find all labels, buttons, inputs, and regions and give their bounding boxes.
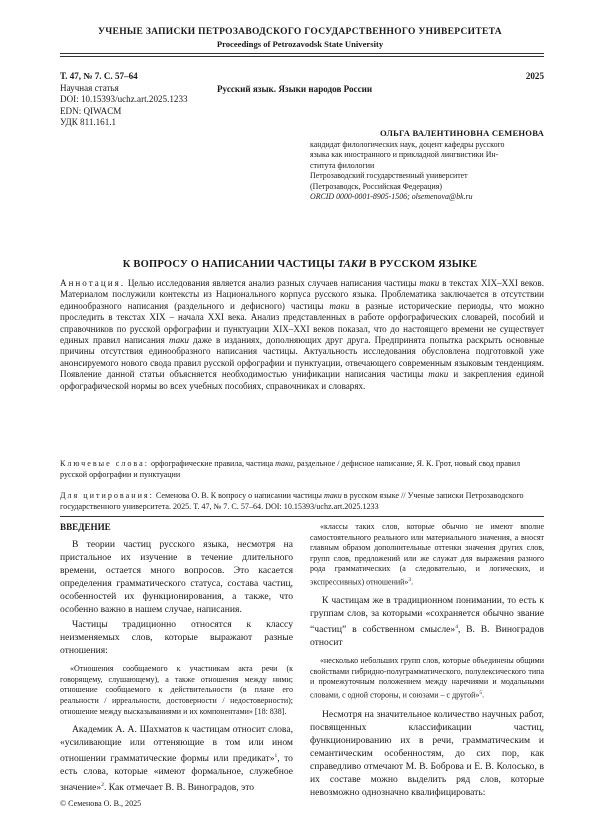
block-quote: «Отношения сообщаемого к участникам акта речи (к говорящему, слушающему), а также отношения между ними; отношение сообщаемого к действительности (в плане его реальности / ирреальности, достоверности / недостоверности); отношение между высказываниями и их компонентами» [18: 838]. — [60, 664, 293, 716]
block-quote: «несколько небольших групп слов, которые объединены общими свойствами гибридно-полуграмматического, полулексического типа и промежуточным положением между наречиями и модальными словами, с одной стороны, и союзами – с другой»$^5$. — [310, 656, 544, 700]
article-meta — [60, 71, 188, 129]
volume-info: Т. 47, № 7. С. 57–64 — [60, 71, 138, 81]
block-quote: «классы таких слов, которые обычно не имеют вполне самостоятельного реального или материального значения, а вносят главным образом дополнительные оттенки значения других слов, групп слов, предложений или же служат для выражения разного рода грамматических (а следовательно, и логических, и экспрессивных) отношений»$^3$. — [310, 522, 544, 587]
header-divider-bottom — [60, 56, 544, 57]
doi: DOI: 10.15393/uchz.art.2025.1233 — [60, 94, 188, 105]
year: 2025 — [525, 71, 544, 81]
header-divider-top — [60, 53, 544, 54]
affiliation-line: Петрозаводский государственный университет — [310, 171, 468, 181]
article-title: К ВОПРОСУ О НАПИСАНИИ ЧАСТИЦЫ ТАКИ В РУССКОМ ЯЗЫКЕ — [122, 259, 478, 270]
section-name: Русский язык. Языки народов России — [217, 84, 373, 94]
udk: УДК 811.161.1 — [60, 117, 117, 128]
affiliation-line: языка как иностранного и прикладной лингвистики Ин- — [310, 150, 499, 160]
right-column — [310, 522, 544, 799]
author-affiliation — [310, 140, 546, 202]
keywords-label: Ключевые слова: — [60, 459, 149, 468]
orcid-email: ORCID 0000-0001-8905-1506; olsemenova@bk.ru — [310, 192, 473, 202]
affiliation-line: ститута филологии — [310, 160, 375, 170]
paragraph: Несмотря на значительное количество научных работ, посвященных классификации частиц, функционированию их в речи, грамматическим и семантическим особенностям, до сих пор, как справедливо отмечают М. В. Боброва и Е. В. Колосько, в их составе можно выделить ряд слов, которые невозможно однозначно квалифицировать: — [310, 709, 544, 798]
copyright: © Семенова О. В., 2025 — [60, 799, 142, 808]
paragraph: Академик А. А. Шахматов к частицам относит слова, «усиливающие или оттеняющие в том или ином отношении грамматические формы или предикат»$^1$, то есть слова, которые «имеют формальное, служебное значение»$^2$. Как отмечает В. В. Виноградов, это — [60, 724, 293, 794]
abstract-label: Аннотация. — [60, 278, 126, 288]
journal-subtitle: Proceedings of Petrozavodsk State University — [216, 39, 384, 49]
article-type: Научная статья — [60, 82, 119, 93]
citation-label: Для цитирования: — [60, 491, 154, 500]
abstract-divider — [60, 516, 544, 517]
keywords: Ключевые слова: орфографические правила, частица таки, раздельное / дефисное написание, Я. К. Грот, новый свод правил русской орфографии и пунктуации — [60, 459, 521, 479]
affiliation-line: (Петрозаводск, Российская Федерация) — [310, 181, 442, 191]
citation: Для цитирования: Семенова О. В. К вопросу о написании частицы таки в русском языке // Ученые записки Петрозаводского государственного университета. 2025. Т. 47, № 7. С. 57–64. DOI: 10.15393/uchz.art.2025.1233 — [60, 491, 524, 511]
abstract: Аннотация. Целью исследования является анализ разных случаев написания частицы таки в текстах XIX–XXI веков. Материалом послужили контексты из Национального корпуса русского языка. Проблематика заключается в отсутствии единообразного написания (раздельного и дефисного) частицы таки в разные исторические периоды, что можно проследить в текстах XIX – начала XXI века. Анализ представленных в работе орфографических словарей, пособий и справочников по русской орфографии и пунктуации XIX–XXI веков показал, что до настоящего времени не существует единых правил написания таки даже в изданиях, дополняющих друг друга. Предпринята попытка раскрыть основные причины отсутствия единообразного написания частицы. Актуальность исследования обусловлена подготовкой уже анонсируемого нового свода правил русской орфографии и пунктуации, отвечающего современным языковым тенденциям. Появление данной статьи объясняется необходимостью унификации написания частицы таки и закрепления единой орфографической нормы во всех учебных пособиях, справочниках и словарях. — [60, 278, 544, 391]
edn: EDN: QIWACM — [60, 105, 122, 116]
affiliation-line: кандидат филологических наук, доцент кафедры русского — [310, 140, 505, 149]
journal-title: УЧЕНЫЕ ЗАПИСКИ ПЕТРОЗАВОДСКОГО ГОСУДАРСТВЕННОГО УНИВЕРСИТЕТА — [98, 27, 502, 37]
paragraph: Частицы традиционно относятся к классу неизменяемых слов, которые выражают разные отношения: — [60, 619, 293, 657]
paragraph: К частицам же в традиционном понимании, то есть к группам слов, за которыми «сохраняется обычно звание “частиц” в собственном смысле»$^4$, В. В. Виноградов относит — [310, 595, 544, 649]
section-heading: ВВЕДЕНИЕ — [60, 522, 111, 532]
left-column — [60, 539, 293, 795]
paragraph: В теории частиц русского языка, несмотря на пристальное их изучение в течение длительного времени, остается много вопросов. Это касается определения грамматического статуса, состава частиц, особенностей их функционирования, а также, что особенно важно в нашем случае, написания. — [60, 539, 293, 615]
author-name: ОЛЬГА ВАЛЕНТИНОВНА СЕМЕНОВА — [380, 128, 544, 138]
